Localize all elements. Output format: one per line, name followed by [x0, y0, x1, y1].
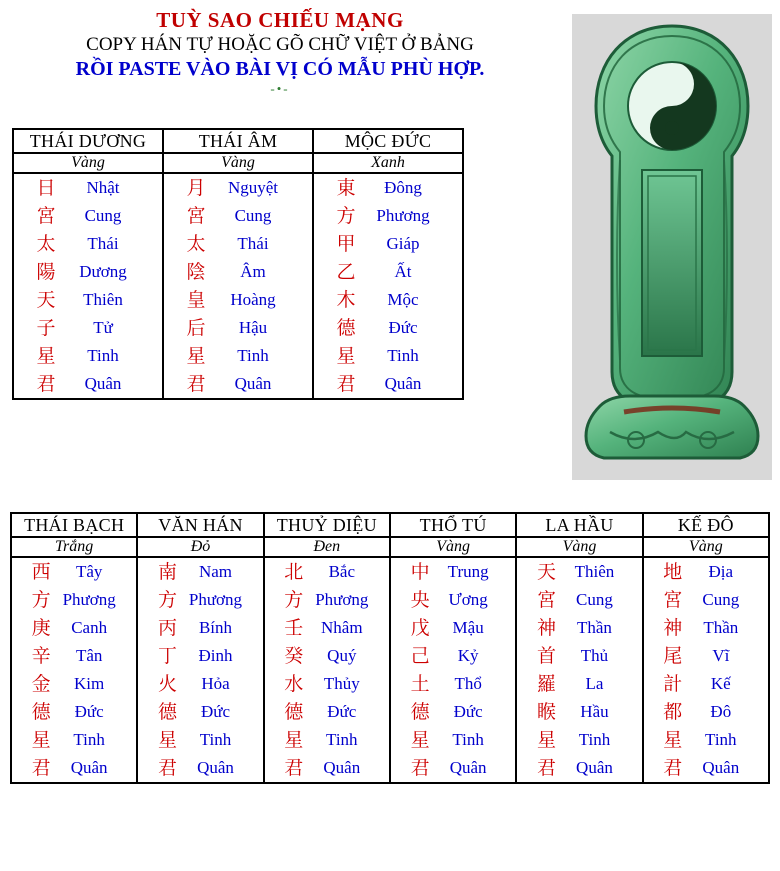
viet-word: Kỷ [457, 646, 479, 665]
han-column-thuy-dieu[interactable] [279, 558, 309, 782]
han-char: 庚 [31, 617, 51, 639]
star-name-tho-tu[interactable]: THỔ TÚ [390, 513, 516, 537]
han-char: 神 [536, 617, 556, 639]
han-char: 己 [410, 645, 430, 667]
viet-column-tho-tu[interactable] [435, 558, 501, 782]
han-char: 君 [536, 757, 556, 779]
han-char: 君 [410, 757, 430, 779]
star-name-moc-duc[interactable]: MỘC ĐỨC [313, 129, 463, 153]
han-char: 君 [31, 757, 51, 779]
han-char: 丙 [157, 617, 177, 639]
han-char: 天 [36, 289, 56, 311]
viet-word: Kế [710, 674, 731, 693]
han-char: 甲 [336, 233, 356, 255]
viet-column-ke-do[interactable] [688, 558, 754, 782]
star-text-thuy-dieu[interactable] [264, 557, 390, 783]
viet-word: Cung [234, 206, 272, 225]
han-char: 太 [36, 233, 56, 255]
bottom-star-color-row [11, 537, 769, 557]
viet-word: Cung [576, 590, 613, 609]
viet-word: Trung [447, 562, 489, 581]
star-name-thai-am[interactable]: THÁI ÂM [163, 129, 313, 153]
viet-word: Tử [93, 318, 113, 337]
viet-word: Giáp [386, 234, 420, 253]
viet-word: Tinh [199, 730, 232, 749]
viet-word: Canh [71, 618, 108, 637]
star-text-thai-duong[interactable] [13, 173, 163, 399]
han-char: 德 [336, 317, 356, 339]
viet-word: Hậu [238, 318, 268, 337]
viet-column-thuy-dieu[interactable] [309, 558, 375, 782]
viet-word: Hoàng [230, 290, 276, 309]
han-char: 君 [186, 373, 206, 395]
han-char: 星 [31, 729, 51, 751]
viet-word: Tinh [452, 730, 484, 749]
han-char: 日 [36, 177, 56, 199]
viet-word: Quân [702, 758, 740, 777]
star-color-thai-bach: Trắng [11, 537, 137, 557]
viet-word: Tây [75, 562, 103, 581]
viet-word: Dương [79, 262, 127, 281]
header-title-line-1: TUỲ SAO CHIẾU MẠNG [156, 8, 404, 32]
han-char: 后 [186, 317, 206, 339]
viet-word: Vĩ [712, 646, 730, 665]
viet-word: Thổ [454, 674, 482, 693]
viet-word: Cung [702, 590, 740, 609]
viet-word: Quân [70, 758, 108, 777]
han-char: 宮 [186, 205, 206, 227]
viet-word: Đô [710, 702, 732, 721]
viet-word: Đức [388, 318, 418, 337]
viet-word: Tinh [87, 346, 119, 365]
viet-word: Đinh [198, 646, 233, 665]
top-star-text-row [13, 173, 463, 399]
han-char: 羅 [536, 673, 556, 695]
han-char: 月 [186, 177, 206, 199]
han-char: 天 [536, 561, 556, 583]
viet-column-thai-bach[interactable] [56, 558, 122, 782]
han-char: 壬 [284, 617, 304, 639]
viet-word: Quý [327, 646, 357, 665]
han-char: 君 [36, 373, 56, 395]
han-char: 水 [284, 673, 304, 695]
han-char: 宮 [663, 589, 683, 611]
han-char: 君 [336, 373, 356, 395]
top-star-color-row [13, 153, 463, 173]
viet-column-la-hau[interactable] [561, 558, 627, 782]
han-column-tho-tu[interactable] [405, 558, 435, 782]
viet-column-thai-am[interactable] [211, 174, 295, 398]
star-color-van-han: Đỏ [137, 537, 263, 557]
han-char: 首 [536, 645, 556, 667]
star-name-thai-bach[interactable]: THÁI BẠCH [11, 513, 137, 537]
han-char: 丁 [157, 645, 177, 667]
viet-word: La [585, 674, 604, 693]
viet-word: Tinh [387, 346, 419, 365]
han-char: 金 [31, 673, 51, 695]
viet-word: Phương [188, 590, 243, 609]
han-char: 星 [157, 729, 177, 751]
viet-word: Hầu [580, 702, 609, 721]
viet-word: Nguyệt [227, 178, 279, 197]
han-char: 中 [410, 561, 430, 583]
viet-word: Quân [234, 374, 272, 393]
viet-word: Nhật [86, 178, 120, 197]
han-char: 陰 [186, 261, 206, 283]
viet-word: Thiên [83, 290, 123, 309]
han-char: 陽 [36, 261, 56, 283]
star-text-la-hau[interactable] [516, 557, 642, 783]
han-char: 北 [284, 561, 304, 583]
han-column-thai-duong[interactable] [31, 174, 61, 398]
viet-word: Nam [198, 562, 232, 581]
han-char: 德 [410, 701, 430, 723]
viet-word: Thái [237, 234, 269, 253]
viet-word: Mậu [452, 618, 484, 637]
viet-word: Quân [384, 374, 422, 393]
han-char: 君 [157, 757, 177, 779]
han-char: 神 [663, 617, 683, 639]
star-text-van-han[interactable] [137, 557, 263, 783]
viet-word: Ất [394, 262, 412, 281]
header-title-line-2: COPY HÁN TỰ HOẶC GÕ CHỮ VIỆT Ở BẢNG [86, 34, 474, 55]
star-name-thai-duong[interactable]: THÁI DƯƠNG [13, 129, 163, 153]
star-color-thai-am: Vàng [163, 153, 313, 173]
han-column-moc-duc[interactable] [331, 174, 361, 398]
han-char: 辛 [31, 645, 51, 667]
bottom-star-table [10, 512, 770, 784]
han-char: 地 [663, 561, 683, 583]
han-char: 南 [157, 561, 177, 583]
star-color-tho-tu: Vàng [390, 537, 516, 557]
viet-word: Đức [74, 702, 104, 721]
han-char: 火 [157, 673, 177, 695]
viet-word: Bính [198, 618, 233, 637]
viet-word: Quân [449, 758, 487, 777]
viet-word: Đức [453, 702, 483, 721]
han-char: 星 [663, 729, 683, 751]
han-char: 西 [31, 561, 51, 583]
viet-word: Tân [75, 646, 103, 665]
han-char: 東 [336, 177, 356, 199]
han-char: 星 [336, 345, 356, 367]
star-color-ke-do: Vàng [643, 537, 769, 557]
star-color-thai-duong: Vàng [13, 153, 163, 173]
star-text-tho-tu[interactable] [390, 557, 516, 783]
star-name-van-han[interactable]: VĂN HÁN [137, 513, 263, 537]
star-name-thuy-dieu[interactable]: THUỶ DIỆU [264, 513, 390, 537]
han-column-la-hau[interactable] [531, 558, 561, 782]
han-char: 癸 [284, 645, 304, 667]
star-color-la-hau: Vàng [516, 537, 642, 557]
star-text-moc-duc[interactable] [313, 173, 463, 399]
han-char: 方 [157, 589, 177, 611]
han-char: 方 [336, 205, 356, 227]
viet-word: Thiên [574, 562, 615, 581]
han-char: 子 [36, 317, 56, 339]
han-char: 德 [31, 701, 51, 723]
han-char: 戊 [410, 617, 430, 639]
han-char: 方 [284, 589, 304, 611]
han-char: 星 [186, 345, 206, 367]
han-char: 方 [31, 589, 51, 611]
page-header [0, 8, 560, 96]
han-char: 都 [663, 701, 683, 723]
viet-word: Nhâm [321, 618, 363, 637]
viet-word: Đức [200, 702, 230, 721]
viet-word: Địa [708, 562, 734, 581]
star-color-moc-duc: Xanh [313, 153, 463, 173]
han-char: 星 [284, 729, 304, 751]
han-char: 計 [663, 673, 683, 695]
han-char: 德 [284, 701, 304, 723]
han-column-thai-am[interactable] [181, 174, 211, 398]
han-char: 君 [284, 757, 304, 779]
viet-word: Quân [84, 374, 122, 393]
han-char: 宮 [36, 205, 56, 227]
han-column-ke-do[interactable] [658, 558, 688, 782]
viet-word: Âm [240, 262, 266, 281]
viet-word: Hỏa [201, 674, 230, 693]
viet-word: Tinh [326, 730, 358, 749]
viet-word: Bắc [328, 562, 356, 581]
viet-word: Đức [327, 702, 357, 721]
viet-word: Quân [197, 758, 234, 777]
star-text-thai-am[interactable] [163, 173, 313, 399]
viet-word: Phương [376, 206, 430, 225]
header-title-line-3: RỒI PASTE VÀO BÀI VỊ CÓ MẪU PHÙ HỢP. [75, 58, 485, 80]
viet-column-van-han[interactable] [182, 558, 248, 782]
han-column-thai-bach[interactable] [26, 558, 56, 782]
han-char: 德 [157, 701, 177, 723]
han-char: 木 [336, 289, 356, 311]
viet-word: Phương [315, 590, 369, 609]
viet-word: Ương [448, 590, 488, 609]
bottom-star-text-row [11, 557, 769, 783]
han-char: 君 [663, 757, 683, 779]
han-char: 土 [410, 673, 430, 695]
jade-tablet-image [580, 20, 764, 474]
top-star-name-row [13, 129, 463, 153]
star-text-ke-do[interactable] [643, 557, 769, 783]
han-char: 星 [536, 729, 556, 751]
viet-word: Kim [74, 674, 105, 693]
viet-column-thai-duong[interactable] [61, 174, 145, 398]
han-char: 皇 [186, 289, 206, 311]
han-char: 尾 [663, 645, 683, 667]
viet-column-moc-duc[interactable] [361, 174, 445, 398]
bottom-star-name-row [11, 513, 769, 537]
viet-word: Thần [703, 618, 739, 637]
viet-word: Cung [84, 206, 122, 225]
amulet-image-frame [572, 14, 772, 480]
viet-word: Tinh [237, 346, 269, 365]
viet-word: Mộc [387, 290, 419, 309]
han-char: 星 [36, 345, 56, 367]
viet-word: Quân [576, 758, 613, 777]
han-column-van-han[interactable] [152, 558, 182, 782]
star-name-la-hau[interactable]: LA HẦU [516, 513, 642, 537]
han-char: 太 [186, 233, 206, 255]
viet-word: Quân [323, 758, 361, 777]
star-color-thuy-dieu: Đen [264, 537, 390, 557]
han-char: 睺 [536, 701, 556, 723]
header-ornament: -•- [270, 81, 290, 96]
viet-word: Thái [87, 234, 119, 253]
star-name-ke-do[interactable]: KẾ ĐÔ [643, 513, 769, 537]
viet-word: Thần [577, 618, 612, 637]
viet-word: Đông [384, 178, 422, 197]
top-star-table [12, 128, 464, 400]
viet-word: Phương [62, 590, 116, 609]
viet-word: Tinh [578, 730, 611, 749]
han-char: 星 [410, 729, 430, 751]
viet-word: Tinh [705, 730, 737, 749]
han-char: 乙 [336, 261, 356, 283]
viet-word: Tinh [73, 730, 105, 749]
viet-word: Thủy [323, 674, 360, 693]
star-text-thai-bach[interactable] [11, 557, 137, 783]
han-char: 宮 [536, 589, 556, 611]
han-char: 央 [410, 589, 430, 611]
viet-word: Thủ [580, 646, 609, 665]
